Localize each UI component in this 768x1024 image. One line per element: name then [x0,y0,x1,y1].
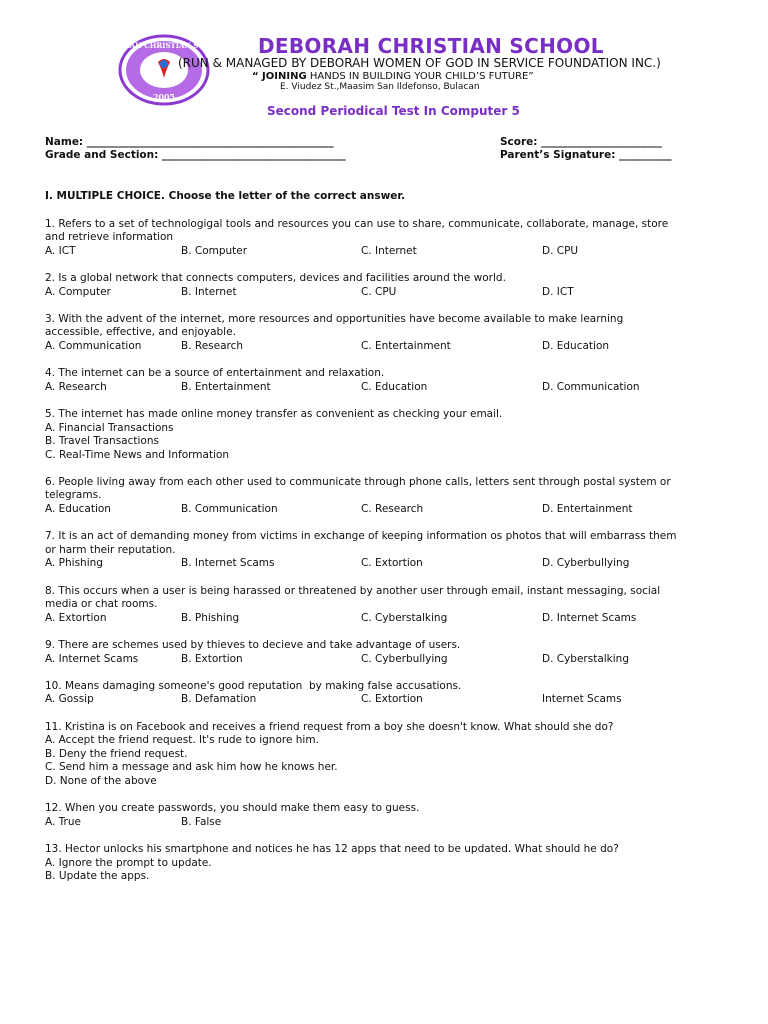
answer-options [45,816,725,830]
school-subtitle: (RUN & MANAGED BY DEBORAH WOMEN OF GOD IN SERVICE FOUNDATION INC.) [178,56,661,70]
parent-signature-field[interactable]: Parent’s Signature: __________ [500,149,672,161]
answer-option: C. Cyberbullying [361,652,448,665]
question-text: 13. Hector unlocks his smartphone and notices he has 12 apps that need to be updated. What should he do? [45,842,619,855]
answer-option: A. Extortion [45,611,107,624]
question-item [45,639,725,666]
answer-option: C. CPU [361,285,397,298]
answer-options [45,422,725,463]
answer-option: D. Entertainment [542,503,633,516]
school-seal-logo [100,34,228,106]
question-text: 7. It is an act of demanding money from victims in exchange of keeping information os photos that will embarrass them or harm their reputation. [45,530,677,556]
answer-option: A. Internet Scams [45,652,139,665]
answer-option: B. Research [181,339,244,352]
question-list [45,218,725,884]
answer-option: A. Ignore the prompt to update. [45,856,212,869]
question-text: 6. People living away from each other used to communicate through phone calls, letters sent through postal system or telegrams. [45,475,671,502]
question-item [45,272,725,299]
answer-option: C. Internet [361,244,417,257]
answer-options [45,245,725,259]
answer-option: C. Real-Time News and Information [45,448,230,461]
answer-option: D. Internet Scams [542,611,637,624]
answer-option: B. Defamation [181,693,257,706]
answer-options [45,557,725,571]
answer-option: B. Deny the friend request. [45,747,188,760]
answer-option: A. Phishing [45,557,103,570]
score-field[interactable]: Score: _______________________ [500,136,662,148]
question-item [45,802,725,829]
question-text: 8. This occurs when a user is being harassed or threatened by another user through email, instant messaging, social media or chat rooms. [45,584,661,611]
section-title: I. MULTIPLE CHOICE. Choose the letter of the correct answer. [45,190,406,202]
answer-options [45,612,725,626]
answer-option: B. Update the apps. [45,870,150,883]
name-field[interactable]: Name: _______________________________________________ [45,136,334,148]
school-header [0,0,768,125]
answer-option: D. None of the above [45,774,157,787]
answer-option: B. Travel Transactions [45,435,159,448]
question-item [45,843,725,884]
answer-option: D. Education [542,339,610,352]
answer-option: A. Research [45,380,107,393]
logo-text: DEBORAH CHRISTIAN SCHOOL [100,41,228,50]
answer-option: A. ICT [45,244,76,257]
logo-year: 2005 [152,92,176,102]
question-item [45,585,725,626]
question-text: 5. The internet has made online money transfer as convenient as checking your email. [45,407,503,420]
answer-option: B. Communication [181,503,278,516]
question-text: 12. When you create passwords, you should make them easy to guess. [45,802,420,815]
test-content [45,190,725,897]
answer-option: C. Entertainment [361,339,451,352]
answer-option: D. ICT [542,285,574,298]
answer-option: B. Extortion [181,652,243,665]
school-name: DEBORAH CHRISTIAN SCHOOL [258,34,604,58]
answer-option: C. Cyberstalking [361,611,448,624]
answer-option: B. Phishing [181,611,240,624]
answer-option: C. Extortion [361,557,423,570]
answer-options [45,286,725,300]
question-item [45,218,725,259]
answer-options [45,503,725,517]
question-item [45,367,725,394]
answer-options [45,693,725,707]
answer-option: A. Communication [45,339,142,352]
question-text: 2. Is a global network that connects computers, devices and facilities around the world. [45,271,506,284]
question-item [45,721,725,789]
grade-section-field[interactable]: Grade and Section: ___________________________________ [45,149,346,161]
answer-options [45,653,725,667]
answer-options [45,857,725,884]
answer-option: D. Cyberstalking [542,652,630,665]
answer-option: B. Entertainment [181,380,271,393]
answer-options [45,381,725,395]
answer-option: C. Research [361,503,424,516]
question-item [45,313,725,354]
question-item [45,530,725,571]
answer-option: D. Communication [542,380,640,393]
answer-option: C. Education [361,380,428,393]
school-motto [252,71,534,82]
question-text: 11. Kristina is on Facebook and receives a friend request from a boy she doesn't know. What should she do? [45,720,614,733]
answer-option: A. Financial Transactions [45,421,174,434]
question-item [45,476,725,517]
test-title: Second Periodical Test In Computer 5 [267,104,520,118]
answer-option: A. True [45,815,81,828]
answer-option: A. Computer [45,285,111,298]
question-item [45,408,725,462]
question-text: 4. The internet can be a source of entertainment and relaxation. [45,367,385,380]
motto-rest: HANDS IN BUILDING YOUR CHILD’S FUTURE” [306,71,534,82]
answer-option: D. CPU [542,244,579,257]
question-text: 3. With the advent of the internet, more resources and opportunities have become available to make learning accessible, effective, and enjoyable. [45,312,624,339]
question-text: 10. Means damaging someone's good reputation by making false accusations. [45,679,462,692]
question-text: 9. There are schemes used by thieves to decieve and take advantage of users. [45,639,461,651]
answer-option: B. Computer [181,244,248,257]
question-text: 1. Refers to a set of technologigal tools and resources you can use to share, communicate, collaborate, manage, store and retrieve information [45,217,669,244]
motto-prefix: “ JOINING [252,71,307,82]
answer-option: A. Gossip [45,693,94,706]
answer-option: A. Accept the friend request. It's rude to ignore him. [45,734,319,747]
question-item [45,680,725,707]
answer-option: Internet Scams [542,693,622,706]
answer-option: B. False [181,815,222,828]
answer-option: B. Internet Scams [181,557,275,570]
answer-option: B. Internet [181,285,237,298]
answer-options [45,340,725,354]
answer-option: C. Extortion [361,693,423,706]
answer-option: D. Cyberbullying [542,557,630,570]
school-address: E. Viudez St.,Maasim San Ildefonso, Bulacan [280,82,480,92]
answer-option: A. Education [45,503,111,516]
answer-option: C. Send him a message and ask him how he knows her. [45,761,338,774]
answer-options [45,734,725,788]
